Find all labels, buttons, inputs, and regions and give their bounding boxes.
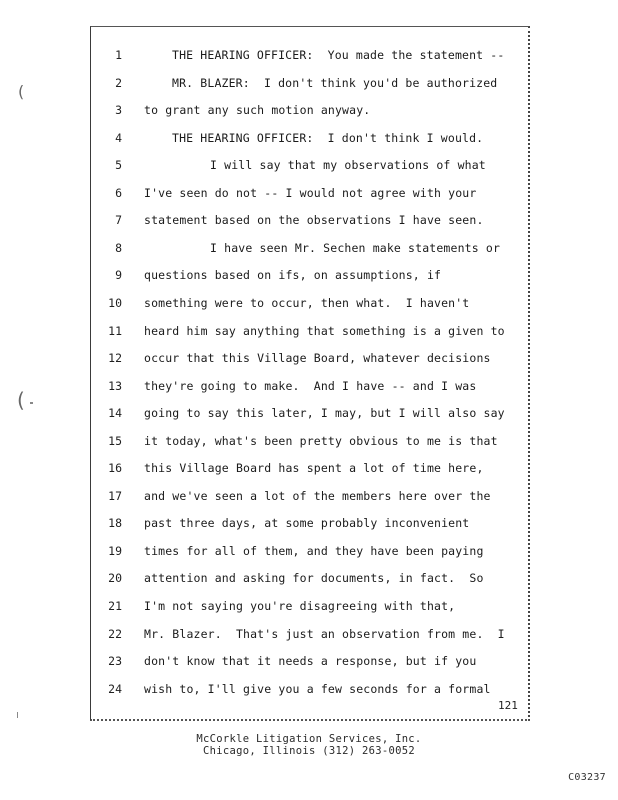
- page-number: 121: [498, 699, 518, 712]
- transcript-line-text: they're going to make. And I have -- and I was: [144, 379, 477, 393]
- transcript-line-text: and we've seen a lot of the members here over the: [144, 489, 491, 503]
- transcript-line-text: I will say that my observations of what: [210, 158, 486, 172]
- scan-speck: [17, 712, 18, 718]
- bates-number: C03237: [568, 772, 606, 783]
- line-number: 13: [108, 379, 122, 393]
- transcript-line-text: past three days, at some probably inconvenient: [144, 516, 470, 530]
- line-number: 8: [115, 241, 122, 255]
- line-number: 21: [108, 599, 122, 613]
- transcript-line-text: heard him say anything that something is a given to: [144, 324, 505, 338]
- transcript-line-text: attention and asking for documents, in fact. So: [144, 571, 484, 585]
- transcript-line-text: times for all of them, and they have been paying: [144, 544, 484, 558]
- line-number: 23: [108, 654, 122, 668]
- transcript-line-text: this Village Board has spent a lot of time here,: [144, 461, 484, 475]
- line-number: 4: [115, 131, 122, 145]
- transcript-line-text: Mr. Blazer. That's just an observation from me. I: [144, 627, 505, 641]
- transcript-line-text: it today, what's been pretty obvious to me is that: [144, 434, 498, 448]
- line-number: 22: [108, 627, 122, 641]
- transcript-line-text: I've seen do not -- I would not agree with your: [144, 186, 477, 200]
- transcript-line-text: statement based on the observations I have seen.: [144, 213, 484, 227]
- transcript-line-text: I have seen Mr. Sechen make statements or: [210, 241, 501, 255]
- line-number: 19: [108, 544, 122, 558]
- line-number: 7: [115, 213, 122, 227]
- line-number: 20: [108, 571, 122, 585]
- transcript-line-text: to grant any such motion anyway.: [144, 103, 371, 117]
- line-number: 18: [108, 516, 122, 530]
- transcript-line-text: THE HEARING OFFICER: You made the statement --: [172, 48, 505, 62]
- scan-speck: [30, 402, 33, 404]
- line-number: 6: [115, 186, 122, 200]
- transcript-line-text: don't know that it needs a response, but if you: [144, 654, 477, 668]
- transcript-line-text: THE HEARING OFFICER: I don't think I would.: [172, 131, 484, 145]
- line-number: 17: [108, 489, 122, 503]
- line-number: 10: [108, 296, 122, 310]
- line-number: 16: [108, 461, 122, 475]
- transcript-line-text: I'm not saying you're disagreeing with that,: [144, 599, 456, 613]
- line-number: 3: [115, 103, 122, 117]
- line-number: 5: [115, 158, 122, 172]
- transcript-line-text: wish to, I'll give you a few seconds for a formal: [144, 682, 491, 696]
- line-number: 15: [108, 434, 122, 448]
- line-number: 14: [108, 406, 122, 420]
- hole-punch-mark-middle: (: [17, 388, 25, 412]
- transcript-line-text: questions based on ifs, on assumptions, if: [144, 268, 442, 282]
- line-number: 24: [108, 682, 122, 696]
- line-number: 12: [108, 351, 122, 365]
- transcript-line-text: going to say this later, I may, but I will also say: [144, 406, 505, 420]
- hole-punch-mark-top: (: [18, 82, 25, 101]
- transcript-line-text: something were to occur, then what. I haven't: [144, 296, 470, 310]
- line-number: 2: [115, 76, 122, 90]
- footer-company: McCorkle Litigation Services, Inc.: [196, 733, 422, 745]
- line-number: 9: [115, 268, 122, 282]
- line-number: 11: [108, 324, 122, 338]
- transcript-line-text: occur that this Village Board, whatever decisions: [144, 351, 491, 365]
- transcript-line-text: MR. BLAZER: I don't think you'd be authorized: [172, 76, 498, 90]
- footer-address: Chicago, Illinois (312) 263-0052: [203, 745, 415, 757]
- line-number: 1: [115, 48, 122, 62]
